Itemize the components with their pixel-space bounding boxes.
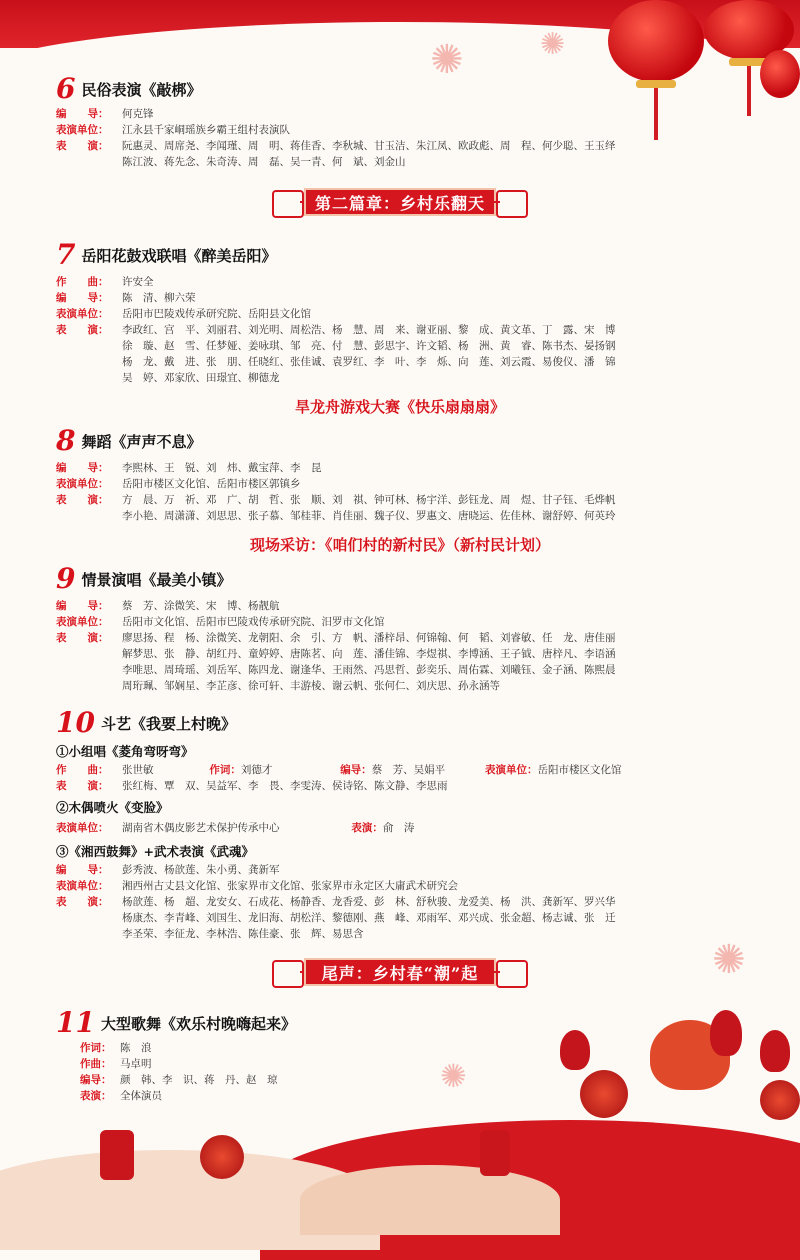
dancer-figure (710, 1010, 742, 1056)
sub-title: ③《湘西鼓舞》+武术表演《武魂》 (56, 844, 254, 859)
performer-list: 李圣荣、李征龙、李林浩、陈佳豪、张 辉、易思含 (122, 928, 364, 940)
performer-list: 吴 婷、邓家欣、田璟宜、柳德龙 (122, 372, 280, 384)
performer-list: 徐 璇、赵 雪、任梦娅、姜咏琪、邹 亮、付 慧、彭思宇、许文韬、杨 洲、黄 睿、陈书杰、晏扬钢 (122, 340, 616, 352)
credit-row: 编 导： 李熙林、王 锐、刘 炜、戴宝萍、李 昆 (56, 462, 322, 474)
performer-list: 李唯思、周琦瑶、刘岳军、陈四龙、谢逢华、王雨然、冯思哲、彭奕乐、周佑霖、刘曦钰、金子涵、陈熙晨 (122, 664, 616, 676)
firework-icon: ✺ (712, 937, 746, 983)
chapter-banner (268, 184, 532, 220)
credit-row: 表演： 全体演员 (80, 1090, 162, 1102)
lantern-icon (760, 50, 800, 98)
credit-row: 表演单位： 湘西州古丈县文化馆、张家界市文化馆、张家界市永定区大庸武术研究会 (56, 880, 458, 892)
lucky-pot-icon (200, 1135, 244, 1179)
banner-ornament (496, 960, 528, 988)
banner-title: 尾声：乡村春“潮”起 (304, 958, 496, 986)
chapter-banner (268, 954, 532, 990)
dancer-figure (560, 1030, 590, 1070)
credit-row: 作 曲： 许安全 (56, 276, 154, 288)
bottom-cloud (300, 1165, 560, 1235)
credit-row: 编导： 颜 韩、李 识、蒋 丹、赵 琼 (80, 1074, 278, 1086)
dancer-figure (760, 1030, 790, 1072)
performer-list: 解梦思、张 静、胡红丹、童婷婷、唐陈茗、向 莲、潘佳锦、李煜祺、李博涵、王子钺、唐梓凡、李语涵 (122, 648, 616, 660)
section-title: 6 民俗表演《敲梆》 (56, 72, 202, 105)
banner-ornament (272, 960, 304, 988)
section-title: 7 岳阳花鼓戏联唱《醉美岳阳》 (56, 238, 277, 271)
firecracker-icon (100, 1130, 134, 1180)
credit-row: 表 演： 杨歆莲、杨 超、龙安女、石成花、杨静香、龙香爱、彭 林、舒秋骏、龙爱美、杨 洪、龚新军、罗兴华 (56, 896, 616, 908)
event-title: 现场采访：《咱们村的新村民》（新村民计划） (249, 536, 550, 554)
credit-row: 编 导： 蔡 芳、涂微笑、宋 博、杨靓航 (56, 600, 280, 612)
credit-row: 作词： 陈 浪 (80, 1042, 152, 1054)
section-title: 8 舞蹈《声声不息》 (56, 424, 202, 457)
credit-row: 编 导： 彭秀波、杨歆莲、朱小勇、龚新军 (56, 864, 280, 876)
credit-row: 表 演： 李政红、宫 平、刘丽君、刘光明、周松浩、杨 慧、周 来、谢亚丽、黎 成、黄文革、丁 露、宋 博 (56, 324, 616, 336)
credit-row: 表演单位： 江永县千家峒瑶族乡霸王组村表演队 (56, 124, 290, 136)
credit-row: 表演单位： 湖南省木偶皮影艺术保护传承中心 表演：俞 涛 (56, 822, 415, 834)
lantern-cap (636, 80, 676, 88)
banner-ornament (496, 190, 528, 218)
credit-row: 作曲： 马卓明 (80, 1058, 152, 1070)
banner-title: 第二篇章：乡村乐翻天 (304, 188, 496, 216)
credit-row: 表演单位： 岳阳市文化馆、岳阳市巴陵戏传承研究院、汨罗市文化馆 (56, 616, 385, 628)
credit-row: 编 导： 何克锋 (56, 108, 154, 120)
drum-icon (580, 1070, 628, 1118)
section-title: 11 大型歌舞《欢乐村晚嗨起来》 (56, 1006, 296, 1039)
drum-icon (760, 1080, 800, 1120)
credit-row: 表演单位： 岳阳市楼区文化馆、岳阳市楼区郭镇乡 (56, 478, 301, 490)
event-title: 旱龙舟游戏大赛《快乐扇扇扇》 (294, 398, 505, 416)
credit-row: 表 演： 张红梅、覃 双、吴益军、李 畏、李雯涛、侯诗铭、陈文静、李思雨 (56, 780, 448, 792)
lantern-icon (608, 0, 704, 82)
firework-icon: ✺ (440, 1057, 467, 1095)
credit-row: 表 演： 方 晨、万 祈、邓 广、胡 哲、张 顺、刘 祺、钟可林、杨宇洋、彭钰龙、周 煜、甘子钰、毛烨帆 (56, 494, 616, 506)
performer-list: 周珩珮、邹娴星、李芷彦、徐可轩、丰游棱、谢云帆、张何仁、刘庆思、孙永涵等 (122, 680, 500, 692)
performer-list: 陈江波、蒋先念、朱奇涛、周 磊、吴一青、何 斌、刘金山 (122, 156, 406, 168)
performer-list: 杨康杰、李青峰、刘国生、龙旧海、胡松洋、黎德刚、燕 峰、邓雨军、邓兴成、张金超、杨志诚、张 迁 (122, 912, 616, 924)
performer-list: 杨 龙、戴 进、张 朋、任晓红、张佳诚、袁罗红、李 叶、李 烁、向 莲、刘云霞、易俊仪、潘 锦 (122, 356, 616, 368)
lantern-tassel (747, 66, 751, 116)
credit-row: 表 演： 廖思扬、程 杨、涂微笑、龙朝阳、余 引、方 帆、潘梓昂、何锦翰、何 韬、刘睿敏、任 龙、唐佳丽 (56, 632, 616, 644)
banner-ornament (272, 190, 304, 218)
firework-icon: ✺ (540, 27, 566, 62)
sub-title: ②木偶喷火《变脸》 (56, 800, 169, 815)
credit-row: 编 导： 陈 清、柳六荣 (56, 292, 196, 304)
firecracker-icon (480, 1130, 510, 1176)
sub-title: ①小组唱《菱角弯呀弯》 (56, 744, 194, 759)
credit-row: 表演单位： 岳阳市巴陵戏传承研究院、岳阳县文化馆 (56, 308, 311, 320)
lantern-tassel (654, 88, 658, 140)
section-title: 10 斗艺《我要上村晚》 (56, 706, 236, 739)
section-title: 9 情景演唱《最美小镇》 (56, 562, 232, 595)
credit-row: 作 曲： 张世敏 作词：刘德才 编导：蔡 芳、吴娟平 表演单位：岳阳市楼区文化馆 (56, 764, 622, 776)
performer-list: 李小艳、周潇潇、刘思思、张子慕、邹桂菲、肖佳丽、魏子仪、罗惠文、唐晓运、佐佳林、谢舒婷、何英玲 (122, 510, 616, 522)
firework-icon: ✺ (430, 37, 464, 83)
credit-row: 表 演： 阮惠灵、周席尧、李闻瑾、周 明、蒋佳香、李秋城、甘玉洁、朱江凤、欧政彪、周 程、何少聪、王玉绎 (56, 140, 616, 152)
